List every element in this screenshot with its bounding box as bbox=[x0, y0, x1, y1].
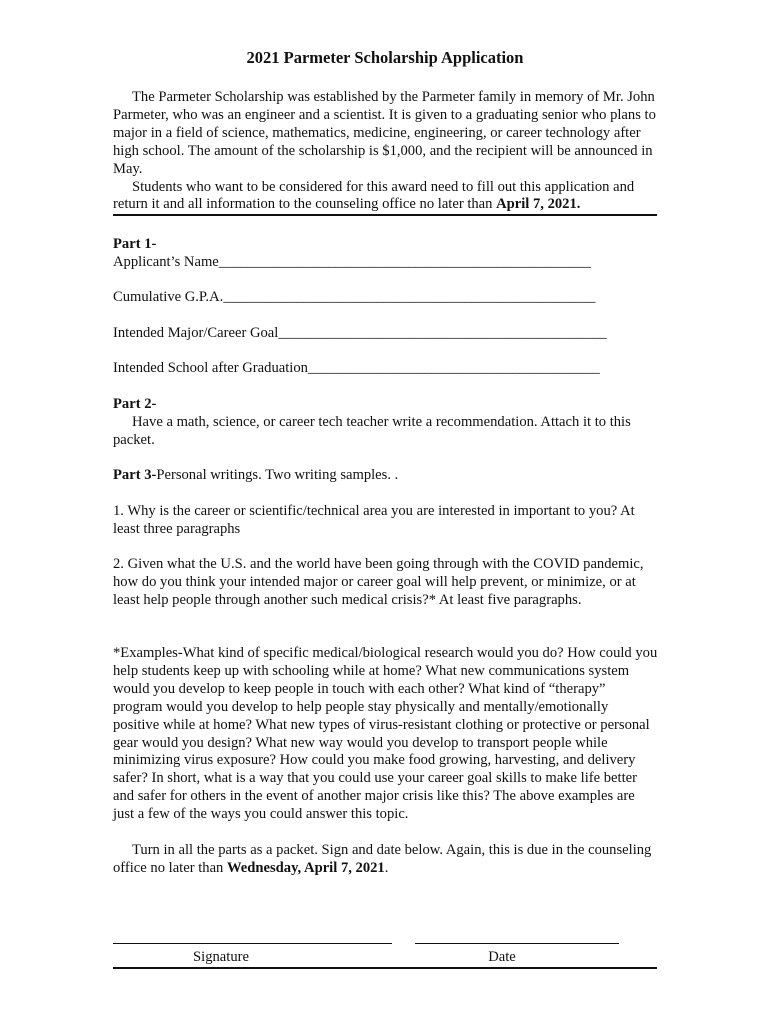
intro-paragraph-2-text: Students who want to be considered for this award need to fill out this application and return it and all information to the counseling office no later than bbox=[113, 178, 635, 213]
gpa-field[interactable] bbox=[113, 289, 595, 307]
top-divider bbox=[113, 214, 657, 216]
applicant-name-line[interactable]: ___________________________________________________ bbox=[218, 254, 591, 270]
bottom-divider bbox=[113, 967, 657, 969]
applicant-name-label: Applicant’s Name bbox=[113, 254, 219, 270]
intro-section bbox=[113, 89, 658, 214]
question-2-text: 2. Given what the U.S. and the world have been going through with the COVID pandemic, how do you think your intended major or career goal will help prevent, or minimize, or at least help people through another such medical crisis?* At least five paragraphs. bbox=[113, 556, 644, 608]
intro-deadline: April 7, 2021. bbox=[496, 196, 581, 213]
part2-text: Have a math, science, or career tech teacher write a recommendation. Attach it to this packet. bbox=[113, 414, 631, 448]
part3-text: Personal writings. Two writing samples. . bbox=[156, 467, 399, 483]
part2-heading: Part 2- bbox=[113, 396, 157, 412]
question-1 bbox=[113, 503, 658, 539]
part3-heading: Part 3- bbox=[113, 467, 157, 483]
intro-paragraph-2 bbox=[113, 179, 658, 215]
part3-section bbox=[113, 467, 658, 485]
page-title: 2021 Parmeter Scholarship Application bbox=[246, 48, 524, 67]
school-field[interactable] bbox=[113, 360, 600, 378]
closing-deadline: Wednesday, April 7, 2021 bbox=[227, 859, 385, 876]
examples-section bbox=[113, 645, 658, 824]
school-label: Intended School after Graduation bbox=[113, 360, 308, 376]
closing-section bbox=[113, 842, 658, 878]
signature-label: Signature bbox=[193, 949, 249, 965]
applicant-name-field[interactable] bbox=[113, 254, 591, 272]
date-line[interactable] bbox=[415, 943, 619, 944]
school-line[interactable]: ________________________________________ bbox=[307, 360, 600, 376]
part1-heading: Part 1- bbox=[113, 236, 157, 252]
gpa-label: Cumulative G.P.A. bbox=[113, 289, 224, 305]
major-line[interactable]: _____________________________________________ bbox=[278, 325, 607, 341]
part3-intro bbox=[113, 467, 658, 485]
closing-end: . bbox=[384, 859, 389, 876]
question-2 bbox=[113, 556, 658, 610]
signature-line[interactable] bbox=[113, 943, 392, 944]
date-label: Date bbox=[488, 949, 516, 965]
examples-text: *Examples-What kind of specific medical/biological research would you do? How could you help students keep up with schooling while at home? What new communications system would you develop to keep people in touch with each other? What kind of “therapy” program would you develop to help people stay physically and mentally/emotionally positive while at home? What new types of virus-resistant clothing or protective or personal gear would you design? What new way would you develop to transport people while minimizing virus exposure? How could you make food growing, harvesting, and delivery safer? In short, what is a way that you could use your career goal skills to make life better and safer for others in the event of another major crisis like this? The above examples are just a few of the ways you could answer this topic. bbox=[113, 645, 658, 823]
part2-section bbox=[113, 414, 658, 450]
closing-body: Turn in all the parts as a packet. Sign and date below. Again, this is due in the counseling office no later than bbox=[113, 842, 652, 876]
major-field[interactable] bbox=[113, 325, 607, 343]
question-1-text: 1. Why is the career or scientific/technical area you are interested in important to you? At least three paragraphs bbox=[113, 503, 635, 537]
major-label: Intended Major/Career Goal bbox=[113, 325, 279, 341]
gpa-line[interactable]: ___________________________________________________ bbox=[223, 289, 596, 305]
closing-text bbox=[113, 842, 658, 878]
intro-paragraph-1: The Parmeter Scholarship was established by the Parmeter family in memory of Mr. John Parmeter, who was an engineer and a scientist. It is given to a graduating senior who plans to major in a field of science, mathematics, medicine, engineering, or career technology after high school. The amount of the scholarship is $1,000, and the recipient will be announced in May. bbox=[113, 89, 656, 177]
